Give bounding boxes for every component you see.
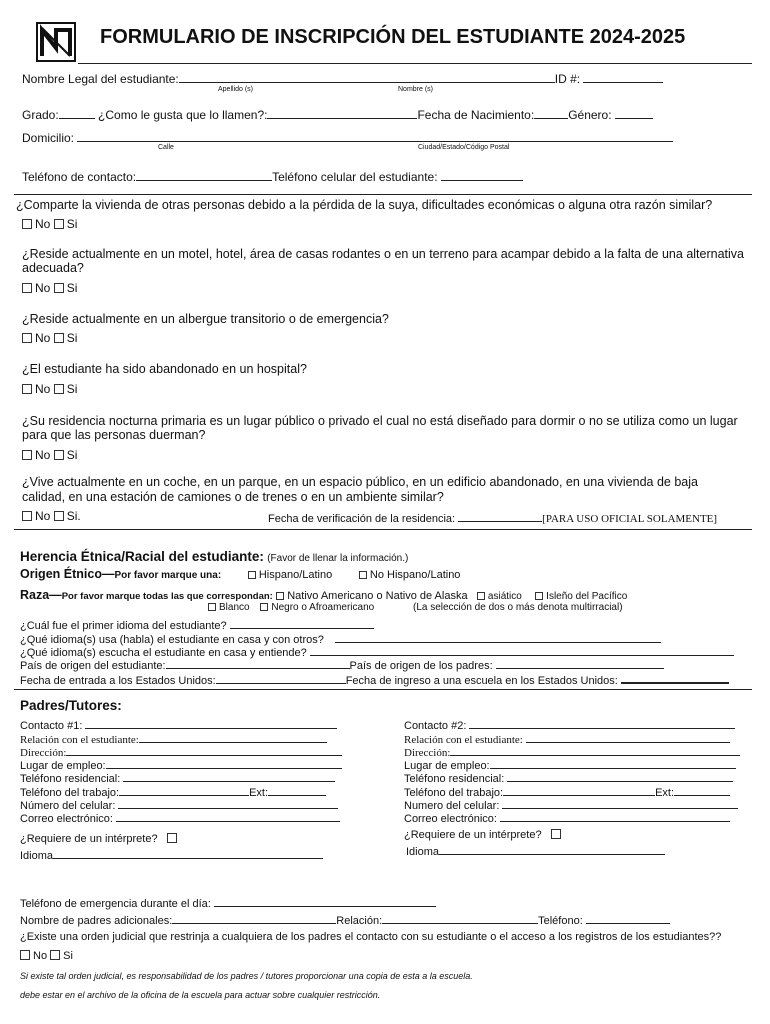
pacific-checkbox[interactable] <box>535 592 543 600</box>
verification-date-input[interactable] <box>458 509 542 522</box>
contact2-interpreter-row: ¿Requiere de un intérprete? <box>404 829 564 841</box>
grade-input[interactable] <box>59 106 95 119</box>
contact1-cell-input[interactable] <box>118 798 338 809</box>
origin-country-label: País de origen del estudiante: <box>20 660 166 672</box>
race-label: Raza— <box>20 588 62 602</box>
address-label: Domicilio: <box>22 131 75 145</box>
housing-q5-line1: ¿Su residencia nocturna primaria es un lugar público o privado el cual no está diseñado para dormir o no se utiliza como un lugar <box>22 414 738 428</box>
contact2-cell-input[interactable] <box>502 798 738 809</box>
contact2-email-input[interactable] <box>500 811 730 822</box>
contact1-interpreter-checkbox[interactable] <box>167 833 177 843</box>
court-order-note-2: debe estar en el archivo de la oficina de la escuela para actuar sobre cualquier restricción. <box>20 990 381 1000</box>
title-divider <box>78 63 752 64</box>
housing-q1-options: No Si <box>22 217 77 231</box>
asian-label: asiático <box>487 591 522 602</box>
dob-input[interactable] <box>534 106 568 119</box>
grade-row <box>22 106 653 122</box>
q1-no-checkbox[interactable] <box>22 219 32 229</box>
phone-row <box>22 168 523 184</box>
us-entry-input[interactable] <box>216 673 346 684</box>
contact-phone-input[interactable] <box>136 168 272 181</box>
school-entry-input[interactable] <box>621 672 729 684</box>
contact2-interpreter-checkbox[interactable] <box>551 829 561 839</box>
court-order-question: ¿Existe una orden judicial que restrinja a cualquiera de los padres el contacto con su estudiante o el acceso a los registros de los estudiantes?? <box>20 931 722 943</box>
contact1-input[interactable] <box>85 718 337 729</box>
entry-row <box>20 672 729 687</box>
hispanic-label: Hispano/Latino <box>258 569 333 581</box>
contact2-work-phone-input[interactable] <box>503 785 655 796</box>
multiracial-note: (La selección de dos o más denota multirracial) <box>412 602 623 613</box>
contact2-language-input[interactable] <box>439 844 665 855</box>
contact1-home-phone-input[interactable] <box>123 771 335 782</box>
contact1-address-input[interactable] <box>66 745 342 756</box>
lastname-hint: Apellido (s) <box>218 86 254 93</box>
contact1-interpreter-row: ¿Requiere de un intérprete? <box>20 833 180 845</box>
housing-q4-options: No Si <box>22 382 77 396</box>
court-si-checkbox[interactable] <box>50 950 60 960</box>
housing-q6-options: No Si. <box>22 509 81 523</box>
parents-country-label: País de origen de los padres: <box>349 660 493 672</box>
contact1-language-row: Idioma <box>20 848 323 862</box>
contact1-relation-row: Relación con el estudiante: <box>20 732 327 746</box>
housing-q2-line1: ¿Reside actualmente en un motel, hotel, área de casas rodantes o en un terreno para acampar debido a la falta de una alternativa <box>22 247 744 261</box>
contact1-employer-row: Lugar de empleo: <box>20 758 342 772</box>
native-label: Nativo Americano o Nativo de Alaska <box>287 590 468 602</box>
address-row <box>22 129 673 145</box>
id-input[interactable] <box>583 70 663 83</box>
q3-no-checkbox[interactable] <box>22 333 32 343</box>
emergency-row: Teléfono de emergencia durante el día: <box>20 896 436 910</box>
contact2-row: Contacto #2: <box>404 718 735 732</box>
address-input[interactable] <box>77 129 673 142</box>
ethnic-origin-label: Origen Étnico— <box>20 567 115 581</box>
q2-si-checkbox[interactable] <box>54 283 64 293</box>
understood-language-input[interactable] <box>310 645 734 656</box>
school-logo <box>36 22 76 62</box>
official-use-label: [PARA USO OFICIAL SOLAMENTE] <box>542 513 718 525</box>
cell-phone-input[interactable] <box>441 168 523 181</box>
court-no-checkbox[interactable] <box>20 950 30 960</box>
section-divider <box>14 194 752 195</box>
housing-q2-line2: adecuada? <box>22 261 84 275</box>
home-language-label: ¿Qué idioma(s) usa (habla) el estudiante en casa y con otros? <box>20 634 324 646</box>
contact2-home-phone-row: Teléfono residencial: <box>404 771 733 785</box>
contact2-home-phone-input[interactable] <box>507 771 733 782</box>
legal-name-input[interactable] <box>179 70 555 83</box>
contact2-input[interactable] <box>469 718 735 729</box>
white-label: Blanco <box>219 602 250 613</box>
q5-no-checkbox[interactable] <box>22 450 32 460</box>
contact1-address-row: Dirección: <box>20 745 342 759</box>
housing-q3: ¿Reside actualmente en un albergue transitorio o de emergencia? <box>22 312 389 326</box>
gender-input[interactable] <box>615 106 653 119</box>
parents-heading: Padres/Tutores: <box>20 698 122 713</box>
street-hint: Calle <box>158 144 174 151</box>
contact2-address-input[interactable] <box>450 745 740 756</box>
additional-relation-input[interactable] <box>382 913 538 924</box>
home-language-input[interactable] <box>335 632 661 643</box>
hispanic-checkbox[interactable] <box>248 571 256 579</box>
contact2-email-row: Correo electrónico: <box>404 811 730 825</box>
country-row <box>20 658 664 672</box>
housing-q4: ¿El estudiante ha sido abandonado en un hospital? <box>22 362 307 376</box>
first-language-input[interactable] <box>230 618 374 629</box>
section-divider <box>14 529 752 530</box>
additional-phone-input[interactable] <box>586 913 670 924</box>
q3-si-checkbox[interactable] <box>54 333 64 343</box>
understood-language-label: ¿Qué idioma(s) escucha el estudiante en casa y entiende? <box>20 647 307 659</box>
city-hint: Ciudad/Estado/Código Postal <box>418 144 510 151</box>
contact2-cell-row: Numero del celular: <box>404 798 738 812</box>
contact1-email-input[interactable] <box>116 811 340 822</box>
contact1-work-phone-input[interactable] <box>119 785 249 796</box>
white-checkbox[interactable] <box>208 603 216 611</box>
contact2-work-phone-row: Teléfono del trabajo: Ext: <box>404 785 730 799</box>
nickname-input[interactable] <box>267 106 417 119</box>
school-entry-label: Fecha de ingreso a una escuela en los Estados Unidos: <box>345 675 618 687</box>
housing-q6-line1: ¿Vive actualmente en un coche, en un parque, en un espacio público, en un edificio abandonado, en una vivienda de baja <box>22 475 698 489</box>
additional-parents-row: Nombre de padres adicionales: Relación: Teléfono: <box>20 913 670 927</box>
q5-si-checkbox[interactable] <box>54 450 64 460</box>
verification-row <box>268 509 717 525</box>
court-order-options: No Si <box>20 950 73 962</box>
contact2-language-row: Idioma <box>406 844 665 858</box>
section-divider <box>14 689 752 690</box>
non-hispanic-checkbox[interactable] <box>359 571 367 579</box>
q4-si-checkbox[interactable] <box>54 384 64 394</box>
housing-q5-options: No Si <box>22 448 77 462</box>
black-label: Negro o Afroamericano <box>271 602 375 613</box>
contact1-row: Contacto #1: <box>20 718 337 732</box>
contact1-home-phone-row: Teléfono residencial: <box>20 771 335 785</box>
asian-checkbox[interactable] <box>477 592 485 600</box>
contact2-ext-input[interactable] <box>674 785 730 796</box>
q2-no-checkbox[interactable] <box>22 283 32 293</box>
q1-si-checkbox[interactable] <box>54 219 64 229</box>
housing-q1: ¿Comparte la vivienda de otras personas debido a la pérdida de la suya, dificultades económicas o alguna otra razón similar? <box>16 198 713 212</box>
contact1-cell-row: Número del celular: <box>20 798 338 812</box>
heritage-note: (Favor de llenar la información.) <box>267 553 409 564</box>
gender-label: Género: <box>568 108 612 122</box>
parents-country-input[interactable] <box>496 658 664 669</box>
home-language-row <box>20 632 661 646</box>
contact1-employer-input[interactable] <box>106 758 342 769</box>
us-entry-label: Fecha de entrada a los Estados Unidos: <box>20 675 216 687</box>
dob-label: Fecha de Nacimiento: <box>417 108 535 122</box>
race-note: Por favor marque todas las que correspondan: <box>61 591 273 602</box>
id-label: ID #: <box>554 72 581 86</box>
nickname-label: ¿Como le gusta que lo llamen?: <box>98 108 268 122</box>
race-row-2 <box>208 602 623 613</box>
first-language-label: ¿Cuál fue el primer idioma del estudiante? <box>20 620 227 632</box>
contact2-address-row: Dirección: <box>404 745 740 759</box>
heritage-heading-row <box>20 549 408 564</box>
contact1-relation-input[interactable] <box>139 732 327 743</box>
legal-name-row <box>22 70 663 86</box>
ethnic-origin-note: Por favor marque una: <box>114 570 222 581</box>
race-row <box>20 588 627 602</box>
ethnic-origin-row <box>20 567 460 581</box>
contact1-ext-input[interactable] <box>268 785 326 796</box>
contact2-relation-input[interactable] <box>526 732 730 743</box>
contact2-employer-input[interactable] <box>490 758 736 769</box>
housing-q6-line2: calidad, en una estación de camiones o de trenes o en un ambiente similar? <box>22 490 444 504</box>
firstname-hint: Nombre (s) <box>398 86 434 93</box>
page-title: FORMULARIO DE INSCRIPCIÓN DEL ESTUDIANTE 2024-2025 <box>100 26 686 48</box>
understood-language-row <box>20 645 734 659</box>
origin-country-input[interactable] <box>166 658 350 669</box>
q6-no-checkbox[interactable] <box>22 511 32 521</box>
q6-si-checkbox[interactable] <box>54 511 64 521</box>
housing-q2-options: No Si <box>22 281 77 295</box>
native-checkbox[interactable] <box>276 592 284 600</box>
pacific-label: Isleño del Pacífico <box>546 591 628 602</box>
additional-parents-input[interactable] <box>172 913 336 924</box>
housing-q5-line2: para que las personas duerman? <box>22 428 206 442</box>
legal-name-label: Nombre Legal del estudiante: <box>22 72 179 86</box>
q4-no-checkbox[interactable] <box>22 384 32 394</box>
black-checkbox[interactable] <box>260 603 268 611</box>
cell-phone-label: Teléfono celular del estudiante: <box>272 170 438 184</box>
contact1-email-row: Correo electrónico: <box>20 811 340 825</box>
emergency-phone-input[interactable] <box>214 896 436 907</box>
first-language-row <box>20 618 374 632</box>
contact-phone-label: Teléfono de contacto: <box>22 170 137 184</box>
non-hispanic-label: No Hispano/Latino <box>369 569 461 581</box>
verification-label: Fecha de verificación de la residencia: <box>268 513 456 525</box>
contact2-employer-row: Lugar de empleo: <box>404 758 736 772</box>
heritage-heading: Herencia Étnica/Racial del estudiante: <box>20 549 264 564</box>
court-order-note-1: Si existe tal orden judicial, es responsabilidad de los padres / tutores proporcionar una copia de esta a la escuela. <box>20 971 473 981</box>
contact2-relation-row: Relación con el estudiante: <box>404 732 730 746</box>
contact1-work-phone-row: Teléfono del trabajo: Ext: <box>20 785 326 799</box>
grade-label: Grado: <box>22 108 59 122</box>
housing-q3-options: No Si <box>22 331 77 345</box>
contact1-language-input[interactable] <box>53 848 323 859</box>
